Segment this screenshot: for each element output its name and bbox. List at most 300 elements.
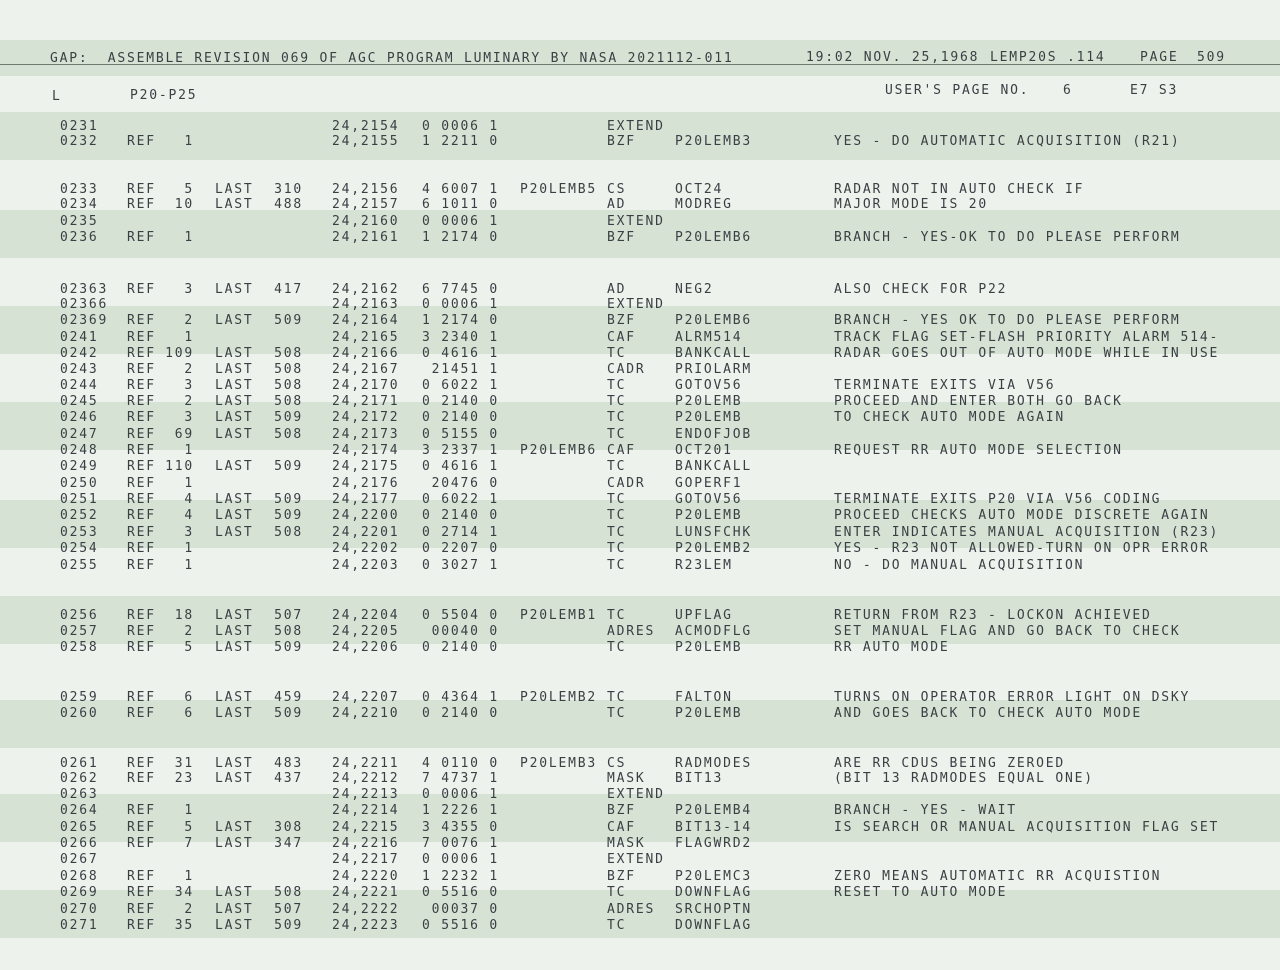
cell-last-page: 508 — [274, 525, 303, 540]
cell-line: 0270 — [60, 902, 99, 917]
cell-address: 24,2155 — [332, 134, 400, 149]
cell-line: 02366 — [60, 297, 109, 312]
cell-ref-n: 1 — [184, 230, 194, 245]
cell-ref-n: 1 — [184, 330, 194, 345]
cell-address: 24,2201 — [332, 525, 400, 540]
cell-ref: REF — [127, 902, 156, 917]
cell-ref: REF — [127, 803, 156, 818]
cell-last-page: 347 — [274, 836, 303, 851]
cell-line: 0256 — [60, 608, 99, 623]
cell-ref: REF — [127, 378, 156, 393]
cell-address: 24,2222 — [332, 902, 400, 917]
cell-last: LAST — [215, 508, 254, 523]
cell-word: 0 5516 0 — [421, 885, 499, 900]
cell-line: 0231 — [60, 119, 99, 134]
cell-word: 0 5516 0 — [421, 918, 499, 933]
cell-line: 0261 — [60, 756, 99, 771]
assembly-user: LEMP20S .114 — [990, 50, 1106, 65]
cell-operand: P20LEMB6 — [675, 313, 753, 328]
cell-last: LAST — [215, 346, 254, 361]
cell-last: LAST — [215, 608, 254, 623]
cell-last: LAST — [215, 690, 254, 705]
cell-operand: P20LEMB — [675, 508, 743, 523]
cell-operand: LUNSFCHK — [675, 525, 753, 540]
cell-address: 24,2172 — [332, 410, 400, 425]
cell-line: 0242 — [60, 346, 99, 361]
cell-label: P20LEMB5 — [520, 182, 598, 197]
cell-address: 24,2173 — [332, 427, 400, 442]
cell-operand: P20LEMB2 — [675, 541, 753, 556]
cell-address: 24,2160 — [332, 214, 400, 229]
cell-word: 0 5155 0 — [421, 427, 499, 442]
cell-op: TC — [607, 541, 627, 556]
cell-operand: UPFLAG — [675, 608, 733, 623]
cell-last-page: 417 — [274, 282, 303, 297]
cell-ref-n: 5 — [184, 820, 194, 835]
cell-ref-n: 6 — [184, 706, 194, 721]
cell-last: LAST — [215, 197, 254, 212]
cell-ref-n: 3 — [184, 525, 194, 540]
cell-address: 24,2206 — [332, 640, 400, 655]
cell-ref: REF — [127, 230, 156, 245]
cell-address: 24,2203 — [332, 558, 400, 573]
cell-operand: P20LEMB — [675, 640, 743, 655]
cell-ref-n: 1 — [184, 869, 194, 884]
cell-address: 24,2202 — [332, 541, 400, 556]
cell-op: TC — [607, 690, 627, 705]
cell-operand: GOPERF1 — [675, 476, 743, 491]
cell-ref-n: 1 — [184, 803, 194, 818]
cell-word: 1 2174 0 — [421, 230, 499, 245]
cell-ref-n: 1 — [184, 134, 194, 149]
cell-label: P20LEMB6 — [520, 443, 598, 458]
cell-word: 3 4355 0 — [421, 820, 499, 835]
cell-word: 0 2207 0 — [421, 541, 499, 556]
cell-operand: GOTOV56 — [675, 492, 743, 507]
cell-operand: P20LEMB — [675, 706, 743, 721]
cell-last: LAST — [215, 378, 254, 393]
cell-op: EXTEND — [607, 119, 665, 134]
cell-address: 24,2154 — [332, 119, 400, 134]
cell-last: LAST — [215, 182, 254, 197]
cell-operand: RADMODES — [675, 756, 753, 771]
cell-ref-n: 4 — [184, 492, 194, 507]
cell-comment: BRANCH - YES OK TO DO PLEASE PERFORM — [834, 313, 1181, 328]
cell-ref-n: 3 — [184, 378, 194, 393]
cell-address: 24,2210 — [332, 706, 400, 721]
cell-operand: P20LEMB — [675, 394, 743, 409]
cell-label: P20LEMB1 — [520, 608, 598, 623]
page-label: PAGE — [1140, 50, 1179, 65]
cell-last: LAST — [215, 820, 254, 835]
cell-line: 0232 — [60, 134, 99, 149]
cell-last: LAST — [215, 525, 254, 540]
cell-operand: P20LEMB — [675, 410, 743, 425]
cell-ref: REF — [127, 608, 156, 623]
cell-op: BZF — [607, 313, 636, 328]
cell-ref: REF — [127, 313, 156, 328]
cell-ref: REF — [127, 282, 156, 297]
cell-address: 24,2174 — [332, 443, 400, 458]
cell-operand: DOWNFLAG — [675, 885, 753, 900]
cell-operand: NEG2 — [675, 282, 714, 297]
cell-word: 0 4364 1 — [421, 690, 499, 705]
cell-ref: REF — [127, 197, 156, 212]
cell-line: 0260 — [60, 706, 99, 721]
cell-ref: REF — [127, 346, 156, 361]
cell-operand: BANKCALL — [675, 459, 753, 474]
cell-address: 24,2221 — [332, 885, 400, 900]
cell-ref: REF — [127, 820, 156, 835]
cell-comment: TERMINATE EXITS P20 VIA V56 CODING — [834, 492, 1162, 507]
cell-operand: BIT13-14 — [675, 820, 753, 835]
cell-address: 24,2212 — [332, 771, 400, 786]
cell-last: LAST — [215, 771, 254, 786]
cell-comment: AND GOES BACK TO CHECK AUTO MODE — [834, 706, 1143, 721]
cell-ref: REF — [127, 427, 156, 442]
cell-operand: R23LEM — [675, 558, 733, 573]
cell-line: 0263 — [60, 787, 99, 802]
cell-op: BZF — [607, 230, 636, 245]
cell-op: TC — [607, 378, 627, 393]
cell-comment: TURNS ON OPERATOR ERROR LIGHT ON DSKY — [834, 690, 1191, 705]
cell-last-page: 459 — [274, 690, 303, 705]
cell-line: 0267 — [60, 852, 99, 867]
cell-comment: TERMINATE EXITS VIA V56 — [834, 378, 1056, 393]
cell-address: 24,2220 — [332, 869, 400, 884]
cell-address: 24,2215 — [332, 820, 400, 835]
cell-ref-n: 3 — [184, 282, 194, 297]
cell-last-page: 507 — [274, 902, 303, 917]
cell-ref-n: 5 — [184, 640, 194, 655]
cell-op: TC — [607, 558, 627, 573]
cell-word: 0 4616 1 — [421, 459, 499, 474]
cell-op: TC — [607, 394, 627, 409]
cell-operand: SRCHOPTN — [675, 902, 753, 917]
cell-last-page: 483 — [274, 756, 303, 771]
cell-ref-n: 7 — [184, 836, 194, 851]
cell-ref: REF — [127, 558, 156, 573]
cell-line: 0233 — [60, 182, 99, 197]
cell-ref-n: 2 — [184, 394, 194, 409]
cell-word: 0 0006 1 — [421, 214, 499, 229]
cell-line: 0254 — [60, 541, 99, 556]
cell-word: 21451 1 — [431, 362, 499, 377]
cell-address: 24,2167 — [332, 362, 400, 377]
cell-last-page: 508 — [274, 378, 303, 393]
cell-ref-n: 6 — [184, 690, 194, 705]
cell-comment: ALSO CHECK FOR P22 — [834, 282, 1008, 297]
cell-operand: ACMODFLG — [675, 624, 753, 639]
cell-op: TC — [607, 525, 627, 540]
cell-comment: YES - R23 NOT ALLOWED-TURN ON OPR ERROR — [834, 541, 1210, 556]
cell-comment: MAJOR MODE IS 20 — [834, 197, 989, 212]
cell-ref: REF — [127, 508, 156, 523]
cell-word: 1 2226 1 — [421, 803, 499, 818]
cell-op: MASK — [607, 771, 646, 786]
cell-label: P20LEMB3 — [520, 756, 598, 771]
cell-line: 0246 — [60, 410, 99, 425]
cell-ref: REF — [127, 476, 156, 491]
cell-ref: REF — [127, 492, 156, 507]
cell-word: 0 3027 1 — [421, 558, 499, 573]
cell-ref: REF — [127, 918, 156, 933]
cell-last-page: 508 — [274, 346, 303, 361]
cell-address: 24,2166 — [332, 346, 400, 361]
cell-word: 0 2140 0 — [421, 706, 499, 721]
cell-word: 0 6022 1 — [421, 492, 499, 507]
cell-op: EXTEND — [607, 297, 665, 312]
cell-word: 0 4616 1 — [421, 346, 499, 361]
cell-word: 0 2140 0 — [421, 410, 499, 425]
cell-last: LAST — [215, 640, 254, 655]
cell-line: 02369 — [60, 313, 109, 328]
cell-last-page: 509 — [274, 410, 303, 425]
cell-line: 0271 — [60, 918, 99, 933]
cell-line: 0265 — [60, 820, 99, 835]
cell-word: 0 2140 0 — [421, 640, 499, 655]
cell-op: ADRES — [607, 902, 656, 917]
cell-ref-n: 4 — [184, 508, 194, 523]
cell-word: 4 6007 1 — [421, 182, 499, 197]
cell-op: CAF — [607, 820, 636, 835]
cell-ref: REF — [127, 885, 156, 900]
cell-line: 0252 — [60, 508, 99, 523]
cell-label: P20LEMB2 — [520, 690, 598, 705]
cell-ref-n: 31 — [174, 756, 194, 771]
cell-address: 24,2200 — [332, 508, 400, 523]
cell-ref-n: 5 — [184, 182, 194, 197]
cell-line: 0241 — [60, 330, 99, 345]
cell-word: 0 0006 1 — [421, 297, 499, 312]
cell-address: 24,2165 — [332, 330, 400, 345]
cell-operand: BANKCALL — [675, 346, 753, 361]
cell-ref-n: 23 — [174, 771, 194, 786]
cell-word: 7 4737 1 — [421, 771, 499, 786]
cell-address: 24,2162 — [332, 282, 400, 297]
cell-last: LAST — [215, 885, 254, 900]
cell-comment: YES - DO AUTOMATIC ACQUISITION (R21) — [834, 134, 1181, 149]
cell-last-page: 509 — [274, 508, 303, 523]
cell-op: EXTEND — [607, 214, 665, 229]
cell-op: CS — [607, 756, 627, 771]
cell-ref-n: 110 — [165, 459, 194, 474]
cell-address: 24,2177 — [332, 492, 400, 507]
cell-word: 0 0006 1 — [421, 119, 499, 134]
cell-word: 4 0110 0 — [421, 756, 499, 771]
cell-word: 20476 0 — [431, 476, 499, 491]
cell-comment: TO CHECK AUTO MODE AGAIN — [834, 410, 1066, 425]
cell-line: 0244 — [60, 378, 99, 393]
cell-address: 24,2171 — [332, 394, 400, 409]
cell-address: 24,2204 — [332, 608, 400, 623]
cell-word: 0 6022 1 — [421, 378, 499, 393]
cell-op: TC — [607, 608, 627, 623]
cell-op: TC — [607, 508, 627, 523]
cell-ref-n: 69 — [174, 427, 194, 442]
cell-operand: OCT201 — [675, 443, 733, 458]
cell-comment: SET MANUAL FLAG AND GO BACK TO CHECK — [834, 624, 1181, 639]
cell-op: AD — [607, 197, 627, 212]
cell-line: 0243 — [60, 362, 99, 377]
cell-comment: (BIT 13 RADMODES EQUAL ONE) — [834, 771, 1094, 786]
cell-last: LAST — [215, 282, 254, 297]
cell-last: LAST — [215, 394, 254, 409]
cell-address: 24,2156 — [332, 182, 400, 197]
cell-op: TC — [607, 492, 627, 507]
cell-address: 24,2161 — [332, 230, 400, 245]
cell-ref: REF — [127, 410, 156, 425]
cell-line: 0251 — [60, 492, 99, 507]
cell-line: 0250 — [60, 476, 99, 491]
cell-comment: IS SEARCH OR MANUAL ACQUISITION FLAG SET — [834, 820, 1220, 835]
cell-word: 1 2211 0 — [421, 134, 499, 149]
cell-ref: REF — [127, 330, 156, 345]
cell-operand: P20LEMB6 — [675, 230, 753, 245]
cell-comment: TRACK FLAG SET-FLASH PRIORITY ALARM 514- — [834, 330, 1220, 345]
cell-word: 3 2337 1 — [421, 443, 499, 458]
cell-op: TC — [607, 640, 627, 655]
cell-address: 24,2157 — [332, 197, 400, 212]
cell-line: 0234 — [60, 197, 99, 212]
cell-comment: ZERO MEANS AUTOMATIC RR ACQUISTION — [834, 869, 1162, 884]
section-title: P20-P25 — [130, 88, 198, 103]
cell-op: CS — [607, 182, 627, 197]
cell-comment: ARE RR CDUS BEING ZEROED — [834, 756, 1066, 771]
cell-operand: OCT24 — [675, 182, 724, 197]
cell-last: LAST — [215, 410, 254, 425]
cell-last: LAST — [215, 492, 254, 507]
cell-last: LAST — [215, 836, 254, 851]
cell-ref: REF — [127, 134, 156, 149]
cell-word: 6 7745 0 — [421, 282, 499, 297]
cell-ref-n: 10 — [174, 197, 194, 212]
cell-operand: PRIOLARM — [675, 362, 753, 377]
cell-op: BZF — [607, 869, 636, 884]
cell-comment: PROCEED AND ENTER BOTH GO BACK — [834, 394, 1123, 409]
cell-op: TC — [607, 918, 627, 933]
cell-ref-n: 18 — [174, 608, 194, 623]
cell-line: 0249 — [60, 459, 99, 474]
assembly-title: GAP: ASSEMBLE REVISION 069 OF AGC PROGRAM LUMINARY BY NASA 2021112-011 — [50, 51, 734, 66]
cell-last: LAST — [215, 902, 254, 917]
cell-operand: FALTON — [675, 690, 733, 705]
cell-word: 00040 0 — [431, 624, 499, 639]
cell-operand: MODREG — [675, 197, 733, 212]
cell-last-page: 308 — [274, 820, 303, 835]
cell-ref: REF — [127, 869, 156, 884]
cell-last-page: 509 — [274, 640, 303, 655]
cell-comment: RETURN FROM R23 - LOCKON ACHIEVED — [834, 608, 1152, 623]
cell-last: LAST — [215, 706, 254, 721]
cell-comment: NO - DO MANUAL ACQUISITION — [834, 558, 1085, 573]
cell-op: TC — [607, 346, 627, 361]
cell-ref: REF — [127, 443, 156, 458]
cell-ref-n: 1 — [184, 541, 194, 556]
cell-line: 0257 — [60, 624, 99, 639]
cell-line: 0258 — [60, 640, 99, 655]
cell-word: 7 0076 1 — [421, 836, 499, 851]
cell-address: 24,2164 — [332, 313, 400, 328]
cell-ref-n: 34 — [174, 885, 194, 900]
cell-op: TC — [607, 459, 627, 474]
cell-last-page: 508 — [274, 624, 303, 639]
cell-op: EXTEND — [607, 852, 665, 867]
cell-last: LAST — [215, 624, 254, 639]
cell-ref: REF — [127, 182, 156, 197]
cell-comment: BRANCH - YES - WAIT — [834, 803, 1017, 818]
cell-ref: REF — [127, 362, 156, 377]
cell-comment: PROCEED CHECKS AUTO MODE DISCRETE AGAIN — [834, 508, 1210, 523]
header-codes: E7 S3 — [1130, 83, 1179, 98]
cell-address: 24,2163 — [332, 297, 400, 312]
cell-comment: RR AUTO MODE — [834, 640, 950, 655]
cell-last-page: 509 — [274, 492, 303, 507]
cell-address: 24,2207 — [332, 690, 400, 705]
cell-op: ADRES — [607, 624, 656, 639]
cell-last-page: 509 — [274, 459, 303, 474]
cell-operand: P20LEMC3 — [675, 869, 753, 884]
cell-word: 3 2340 1 — [421, 330, 499, 345]
cell-last-page: 507 — [274, 608, 303, 623]
cell-line: 0268 — [60, 869, 99, 884]
cell-ref-n: 35 — [174, 918, 194, 933]
cell-op: TC — [607, 706, 627, 721]
cell-last-page: 508 — [274, 885, 303, 900]
cell-address: 24,2223 — [332, 918, 400, 933]
cell-address: 24,2217 — [332, 852, 400, 867]
cell-word: 0 0006 1 — [421, 852, 499, 867]
cell-op: TC — [607, 410, 627, 425]
cell-ref: REF — [127, 640, 156, 655]
cell-address: 24,2176 — [332, 476, 400, 491]
cell-line: 0248 — [60, 443, 99, 458]
cell-line: 0245 — [60, 394, 99, 409]
cell-word: 0 0006 1 — [421, 787, 499, 802]
cell-comment: BRANCH - YES-OK TO DO PLEASE PERFORM — [834, 230, 1181, 245]
cell-op: AD — [607, 282, 627, 297]
cell-last-page: 508 — [274, 427, 303, 442]
cell-op: CAF — [607, 330, 636, 345]
cell-op: BZF — [607, 134, 636, 149]
cell-comment: REQUEST RR AUTO MODE SELECTION — [834, 443, 1123, 458]
cell-line: 0266 — [60, 836, 99, 851]
cell-ref: REF — [127, 771, 156, 786]
cell-op: TC — [607, 427, 627, 442]
cell-last: LAST — [215, 313, 254, 328]
cell-ref: REF — [127, 394, 156, 409]
cell-ref-n: 1 — [184, 558, 194, 573]
cell-op: MASK — [607, 836, 646, 851]
cell-op: CADR — [607, 362, 646, 377]
cell-ref: REF — [127, 624, 156, 639]
cell-op: EXTEND — [607, 787, 665, 802]
cell-last-page: 509 — [274, 313, 303, 328]
cell-line: 0253 — [60, 525, 99, 540]
cell-address: 24,2205 — [332, 624, 400, 639]
cell-last: LAST — [215, 459, 254, 474]
cell-ref: REF — [127, 690, 156, 705]
cell-operand: FLAGWRD2 — [675, 836, 753, 851]
cell-ref: REF — [127, 706, 156, 721]
cell-address: 24,2213 — [332, 787, 400, 802]
cell-last: LAST — [215, 918, 254, 933]
cell-ref: REF — [127, 756, 156, 771]
cell-ref-n: 109 — [165, 346, 194, 361]
cell-last: LAST — [215, 756, 254, 771]
cell-word: 1 2174 0 — [421, 313, 499, 328]
cell-line: 02363 — [60, 282, 109, 297]
